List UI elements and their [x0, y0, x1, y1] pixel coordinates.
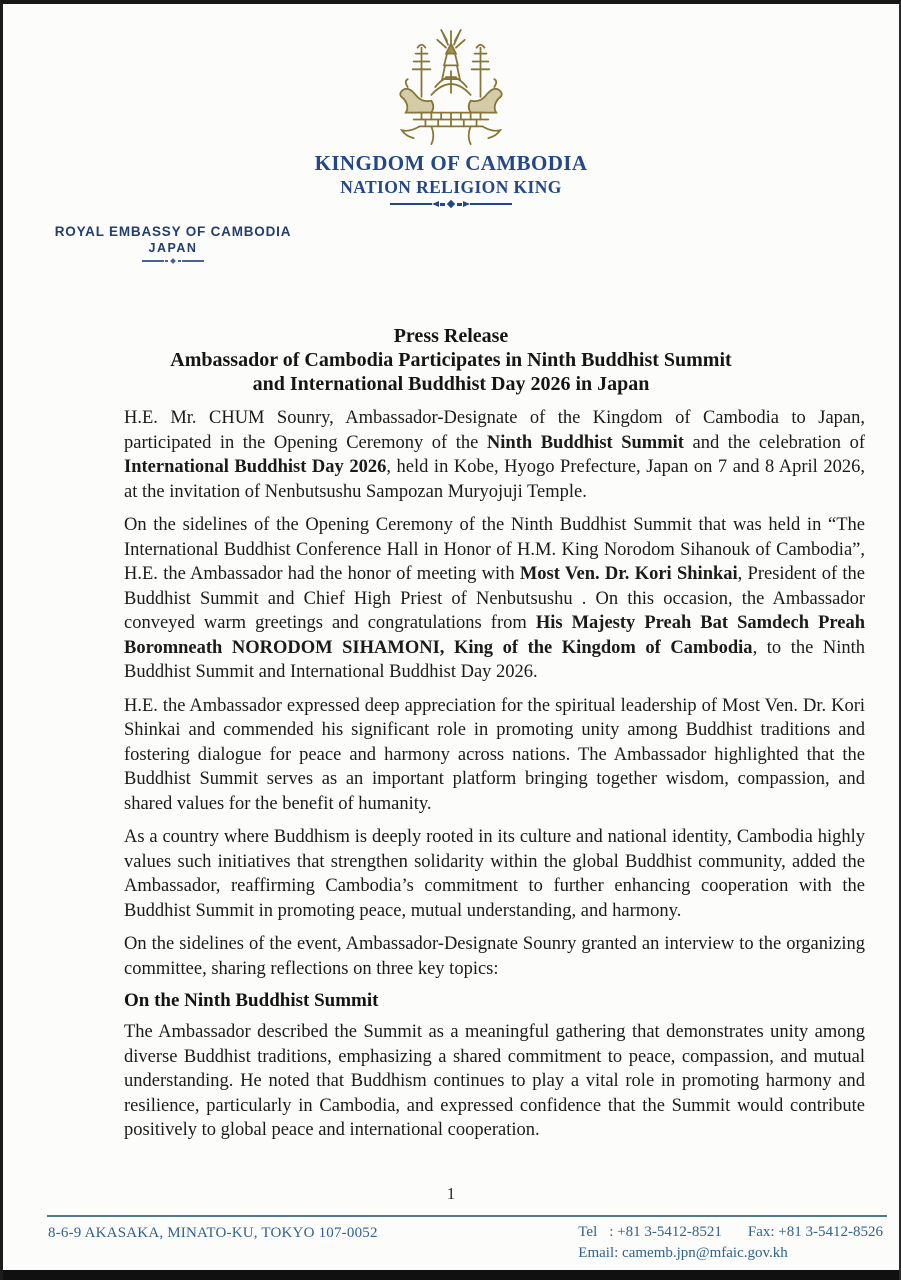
email-label: Email:	[578, 1245, 619, 1261]
ornament-dash	[457, 203, 462, 206]
photo-edge-band	[3, 1270, 899, 1280]
ornament-dash	[165, 260, 168, 262]
ornament-arrow	[432, 201, 439, 207]
footer-address: 8-6-9 AKASAKA, MINATO-KU, TOKYO 107-0052	[48, 1225, 378, 1241]
ornament-line	[390, 203, 432, 205]
tel-value: : +81 3-5412-8521	[609, 1224, 722, 1240]
paragraph: H.E. Mr. CHUM Sounry, Ambassador-Designate of the Kingdom of Cambodia to Japan, participated in the Opening Ceremony of the Ninth Buddhist Summit and the celebration of International Buddhist Day 2026, held in Kobe, Hyogo Prefecture, Japan on 7 and 8 April 2026, at the invitation of Nenbutsushu Sampozan Muryojuji Temple.	[124, 408, 866, 502]
ornament-dash	[178, 260, 181, 262]
paragraph: On the sidelines of the Opening Ceremony of the Ninth Buddhist Summit that was held in “The International Buddhist Conference Hall in Honor of H.M. King Norodom Sihanouk of Cambodia”, H.E. the Ambassador had the honor of meeting with Most Ven. Dr. Kori Shinkai, President of the Buddhist Summit and Chief High Priest of Nenbutsushu . On this occasion, the Ambassador conveyed warm greetings and congratulations from His Majesty Preah Bat Samdech Preah Boromneath NORODOM SIHAMONI, King of the Kingdom of Cambodia, to the Ninth Buddhist Summit and International Buddhist Day 2026.	[124, 515, 866, 682]
ornament-divider-icon	[3, 201, 899, 207]
paragraph: The Ambassador described the Summit as a meaningful gathering that demonstrates unity among diverse Buddhist traditions, emphasizing a shared commitment to peace, compassion, and mutual understanding. He noted that Buddhism continues to play a vital role in promoting harmony and resilience, particularly in Cambodia, and expressed confidence that the Summit would contribute positively to global peace and international cooperation.	[124, 1022, 865, 1140]
ornament-arrow	[463, 201, 470, 207]
document-title	[3, 324, 899, 396]
embassy-name: ROYAL EMBASSY OF CAMBODIA	[54, 224, 292, 239]
tel-label: Tel	[578, 1224, 598, 1240]
paragraph: As a country where Buddhism is deeply rooted in its culture and national identity, Cambodia highly values such initiatives that strengthen solidarity within the global Buddhist community, added the Ambassador, reaffirming Cambodia’s commitment to further enhancing cooperation with the Buddhist Summit in promoting peace, mutual understanding, and harmony.	[124, 827, 865, 921]
ornament-line	[182, 260, 204, 262]
ornament-diamond	[447, 200, 455, 208]
national-motto: NATION RELIGION KING	[340, 177, 562, 197]
title-line-press-release: Press Release	[393, 325, 509, 347]
embassy-letterhead	[49, 224, 297, 263]
ornament-line	[142, 260, 164, 262]
fax-value: +81 3-5412-8526	[778, 1224, 883, 1240]
ornament-line	[470, 203, 512, 205]
title-line-subject-2: and International Buddhist Day 2026 in Japan	[252, 373, 650, 395]
kingdom-title: KINGDOM OF CAMBODIA	[314, 151, 588, 175]
section-heading: On the Ninth Buddhist Summit	[124, 990, 379, 1011]
ornament-divider-icon	[49, 259, 297, 263]
ornament-dash	[440, 203, 445, 206]
title-line-subject: Ambassador of Cambodia Participates in Ninth Buddhist Summit	[170, 349, 732, 371]
footer-email-line	[578, 1243, 883, 1264]
national-header	[3, 28, 899, 207]
footer-contact	[578, 1222, 883, 1264]
embassy-country: JAPAN	[148, 241, 198, 255]
email-value: camemb.jpn@mfaic.gov.kh	[622, 1245, 788, 1261]
page-number: 1	[446, 1184, 456, 1203]
royal-coat-of-arms-icon	[392, 28, 510, 148]
paragraph: On the sidelines of the event, Ambassador-Designate Sounry granted an interview to the organizing committee, sharing reflections on three key topics:	[124, 934, 865, 979]
ornament-diamond	[170, 258, 176, 264]
footer-tel-fax-line	[578, 1222, 883, 1243]
fax-label: Fax:	[747, 1224, 775, 1240]
paragraph: H.E. the Ambassador expressed deep appreciation for the spiritual leadership of Most Ven. Dr. Kori Shinkai and commended his significant role in promoting unity among Buddhist traditions and fostering dialogue for peace and harmony across nations. The Ambassador highlighted that the Buddhist Summit serves as an important platform bringing together wisdom, compassion, and shared values for the benefit of humanity.	[124, 695, 865, 814]
document-body	[124, 406, 865, 1152]
footer-divider	[47, 1215, 887, 1217]
